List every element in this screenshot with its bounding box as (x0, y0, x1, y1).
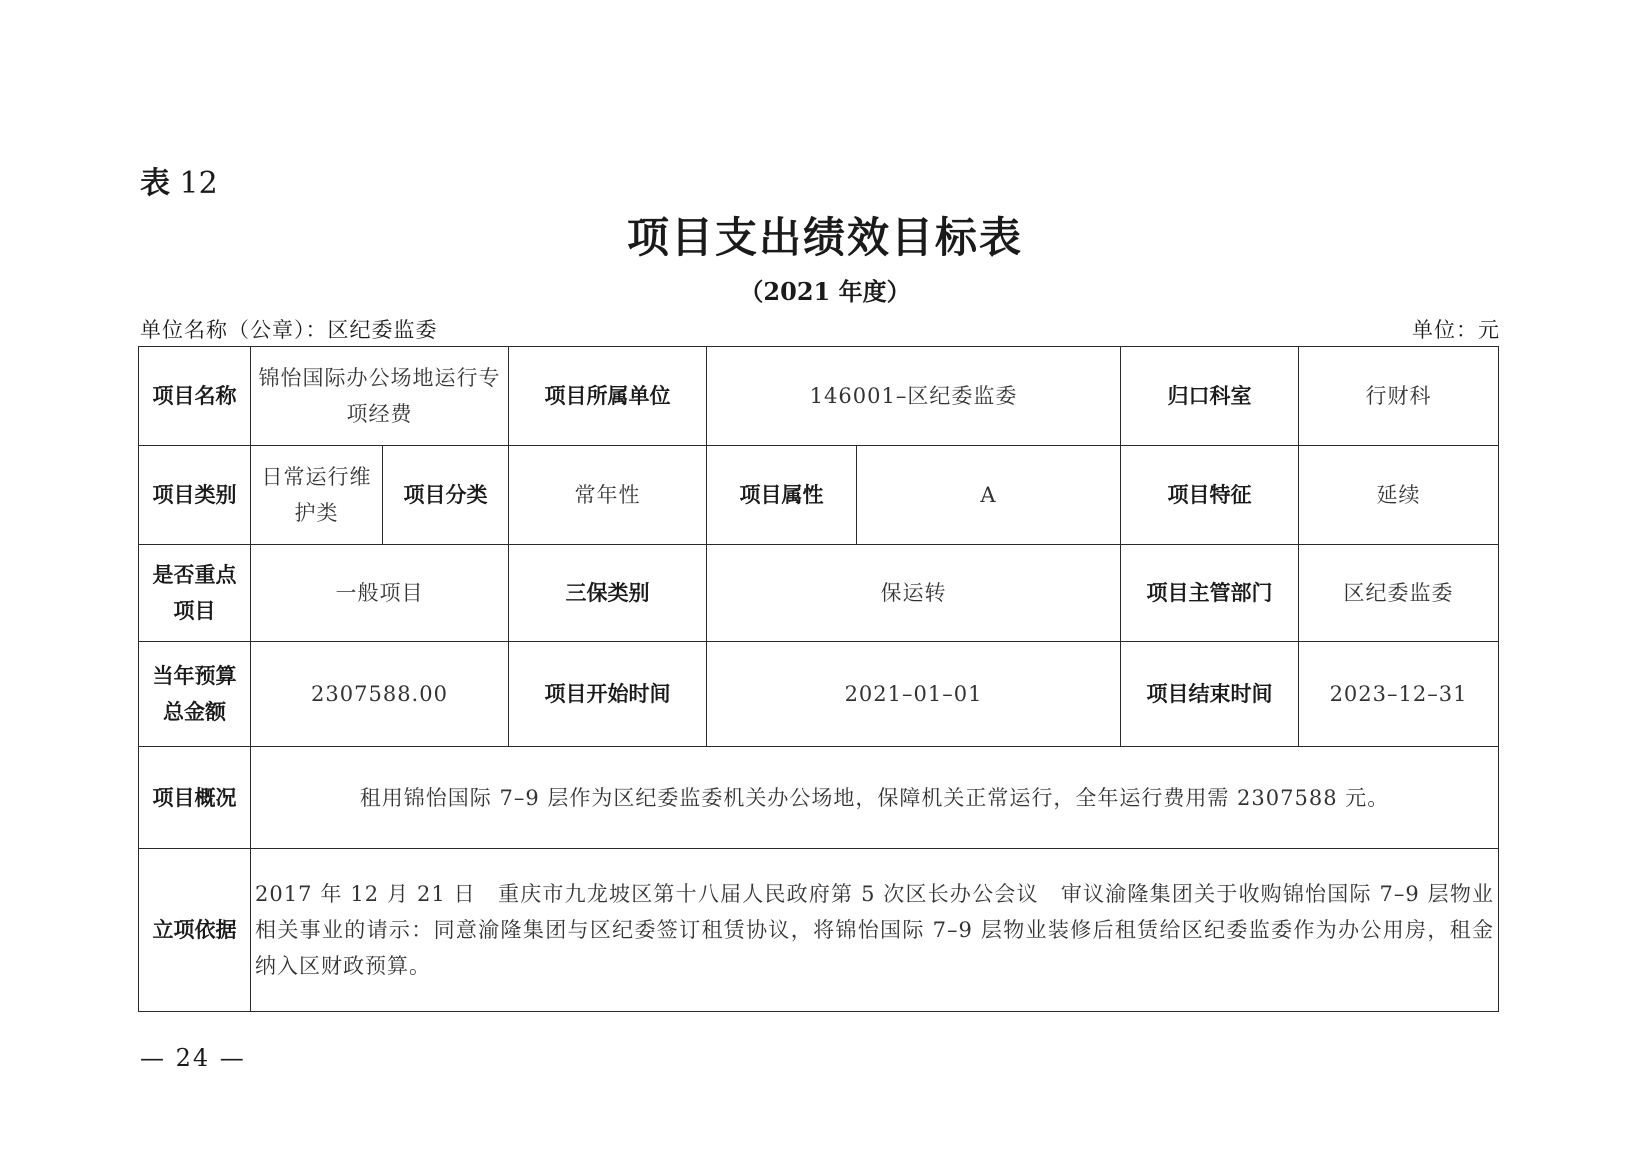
table-number: 12 (179, 166, 218, 201)
basis-value: 2017 年 12 月 21 日 重庆市九龙坡区第十八届人民政府第 5 次区长办公会议 审议渝隆集团关于收购锦怡国际 7–9 层物业相关事业的请示：同意渝隆集团与区纪委签订租赁协议，将锦怡国际 7–9 层物业装修后租赁给区纪委监委作为办公用房，租金纳入区财政预算。 (251, 849, 1499, 1012)
project-name-label: 项目名称 (139, 347, 251, 446)
document-title: 项目支出绩效目标表 (626, 213, 1023, 262)
table-row (139, 747, 1499, 849)
table-row (139, 545, 1499, 642)
unit-name: 单位名称（公章）：区纪委监委 (140, 318, 438, 342)
project-class-value: 常年性 (509, 446, 707, 545)
document-subtitle: （2021 年度） (739, 277, 911, 306)
overview-label: 项目概况 (139, 747, 251, 849)
table-row (139, 849, 1499, 1012)
budget-value: 2307588.00 (251, 642, 509, 747)
key-project-label: 是否重点项目 (139, 545, 251, 642)
office-value: 行财科 (1299, 347, 1499, 446)
currency-unit: 单位：元 (1412, 318, 1500, 342)
end-time-label: 项目结束时间 (1121, 642, 1299, 747)
basis-label: 立项依据 (139, 849, 251, 1012)
key-project-value: 一般项目 (251, 545, 509, 642)
table-row (139, 347, 1499, 446)
table-number-label (140, 158, 218, 202)
project-attr-label: 项目属性 (707, 446, 857, 545)
sanbao-label: 三保类别 (509, 545, 707, 642)
office-label: 归口科室 (1121, 347, 1299, 446)
project-feature-value: 延续 (1299, 446, 1499, 545)
end-time-value: 2023–12–31 (1299, 642, 1499, 747)
project-class-label: 项目分类 (383, 446, 509, 545)
budget-label: 当年预算总金额 (139, 642, 251, 747)
performance-target-table (138, 346, 1499, 1012)
start-time-value: 2021–01–01 (707, 642, 1121, 747)
start-time-label: 项目开始时间 (509, 642, 707, 747)
project-unit-value: 146001–区纪委监委 (707, 347, 1121, 446)
project-unit-label: 项目所属单位 (509, 347, 707, 446)
sanbao-value: 保运转 (707, 545, 1121, 642)
project-category-label: 项目类别 (139, 446, 251, 545)
table-label-char: 表 (140, 166, 170, 201)
page-number: — 24 — (140, 1044, 246, 1072)
dept-label: 项目主管部门 (1121, 545, 1299, 642)
table-row (139, 642, 1499, 747)
table-row (139, 446, 1499, 545)
dept-value: 区纪委监委 (1299, 545, 1499, 642)
overview-value: 租用锦怡国际 7–9 层作为区纪委监委机关办公场地，保障机关正常运行，全年运行费用需 2307588 元。 (251, 747, 1499, 849)
project-name-value: 锦怡国际办公场地运行专项经费 (251, 347, 509, 446)
project-feature-label: 项目特征 (1121, 446, 1299, 545)
project-category-value: 日常运行维护类 (251, 446, 383, 545)
project-attr-value: A (857, 446, 1121, 545)
